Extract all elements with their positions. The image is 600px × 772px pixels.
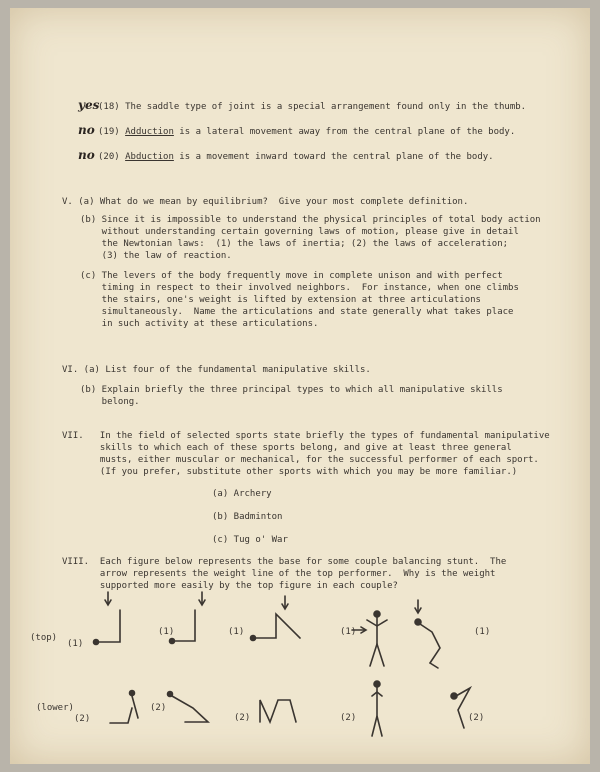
sport-archery: (a) Archery xyxy=(212,489,272,499)
label-2: (2) xyxy=(234,713,251,723)
label-top: (top) xyxy=(30,633,58,643)
sec5-b-line: without understanding certain governing laws of motion, please give in detail xyxy=(80,227,519,237)
item-18-text: The saddle type of joint is a special arrangement found only in the thumb. xyxy=(125,102,527,112)
arrow-icon xyxy=(415,600,421,613)
mark-q18: yes xyxy=(78,98,100,112)
item-19-num: (19) xyxy=(98,127,120,137)
figure-lower-2d xyxy=(372,681,382,736)
label-lower: (lower) xyxy=(36,703,74,713)
figure-top-1d xyxy=(367,611,387,666)
arrow-icon xyxy=(105,592,111,605)
label-1: (1) xyxy=(474,627,491,637)
sec5-c-line: the stairs, one's weight is lifted by extension at three articulations xyxy=(80,295,481,305)
label-2: (2) xyxy=(340,713,357,723)
label-2: (2) xyxy=(468,713,485,723)
sec7-line: musts, either muscular or mechanical, for the successful performer of each sport. xyxy=(62,455,539,465)
sec5-b-line: (b) Since it is impossible to understand the physical principles of total body action xyxy=(80,215,541,225)
item-19-term: Adduction xyxy=(125,127,174,137)
mark-q20: no xyxy=(78,148,95,162)
exam-page xyxy=(10,8,590,764)
label-2: (2) xyxy=(74,714,91,724)
arrow-icon xyxy=(352,627,366,633)
figure-lower-2e xyxy=(451,688,470,728)
sport-tug-of-war: (c) Tug o' War xyxy=(212,535,288,545)
sec5-b-line: (3) the law of reaction. xyxy=(80,251,232,261)
label-1: (1) xyxy=(67,639,84,649)
sec5-c-line: simultaneously. Name the articulations and state generally what takes place xyxy=(80,307,514,317)
sec5-a: V. (a) What do we mean by equilibrium? Give your most complete definition. xyxy=(62,197,469,207)
arrow-icon xyxy=(199,592,205,605)
label-1: (1) xyxy=(158,627,175,637)
sec6-b-line: belong. xyxy=(80,397,140,407)
sec5-c-line: timing in respect to their involved neighbors. For instance, when one climbs xyxy=(80,283,519,293)
item-18-num: (18) xyxy=(98,102,120,112)
figure-lower-2a xyxy=(110,691,138,724)
balancing-figures xyxy=(10,8,590,764)
sec5-c-line: (c) The levers of the body frequently move in complete unison and with perfect xyxy=(80,271,503,281)
sec8-line: arrow represents the weight line of the top performer. Why is the weight xyxy=(62,569,496,579)
label-2: (2) xyxy=(150,703,167,713)
figure-lower-2b xyxy=(168,692,209,723)
sec5-b-line: the Newtonian laws: (1) the laws of inertia; (2) the laws of acceleration; xyxy=(80,239,509,249)
figure-top-1e xyxy=(415,619,440,668)
figure-top-1b xyxy=(170,610,196,644)
arrow-icon xyxy=(282,596,288,609)
sec6-b-line: (b) Explain briefly the three principal types to which all manipulative skills xyxy=(80,385,503,395)
sec7-line: VII. In the field of selected sports state briefly the types of fundamental manipulative xyxy=(62,431,550,441)
item-20-num: (20) xyxy=(98,152,120,162)
mark-q19: no xyxy=(78,123,95,137)
item-20-text: is a movement inward toward the central plane of the body. xyxy=(173,152,494,162)
sec5-c-line: in such activity at these articulations. xyxy=(80,319,319,329)
sec7-line: (If you prefer, substitute other sports with which you may be more familiar.) xyxy=(62,467,518,477)
label-1: (1) xyxy=(340,627,357,637)
sec8-line: supported more easily by the top figure in each couple? xyxy=(62,581,398,591)
item-20-term: Abduction xyxy=(125,152,174,162)
figure-top-1a xyxy=(94,610,121,645)
figure-top-1c xyxy=(251,614,301,641)
figure-lower-2c xyxy=(260,700,296,722)
item-19-text: is a lateral movement away from the central plane of the body. xyxy=(173,127,516,137)
sec7-line: skills to which each of these sports belong, and give at least three general xyxy=(62,443,512,453)
sec6-a: VI. (a) List four of the fundamental manipulative skills. xyxy=(62,365,371,375)
sport-badminton: (b) Badminton xyxy=(212,512,283,522)
sec8-line: VIII. Each figure below represents the base for some couple balancing stunt. The xyxy=(62,557,507,567)
label-1: (1) xyxy=(228,627,245,637)
